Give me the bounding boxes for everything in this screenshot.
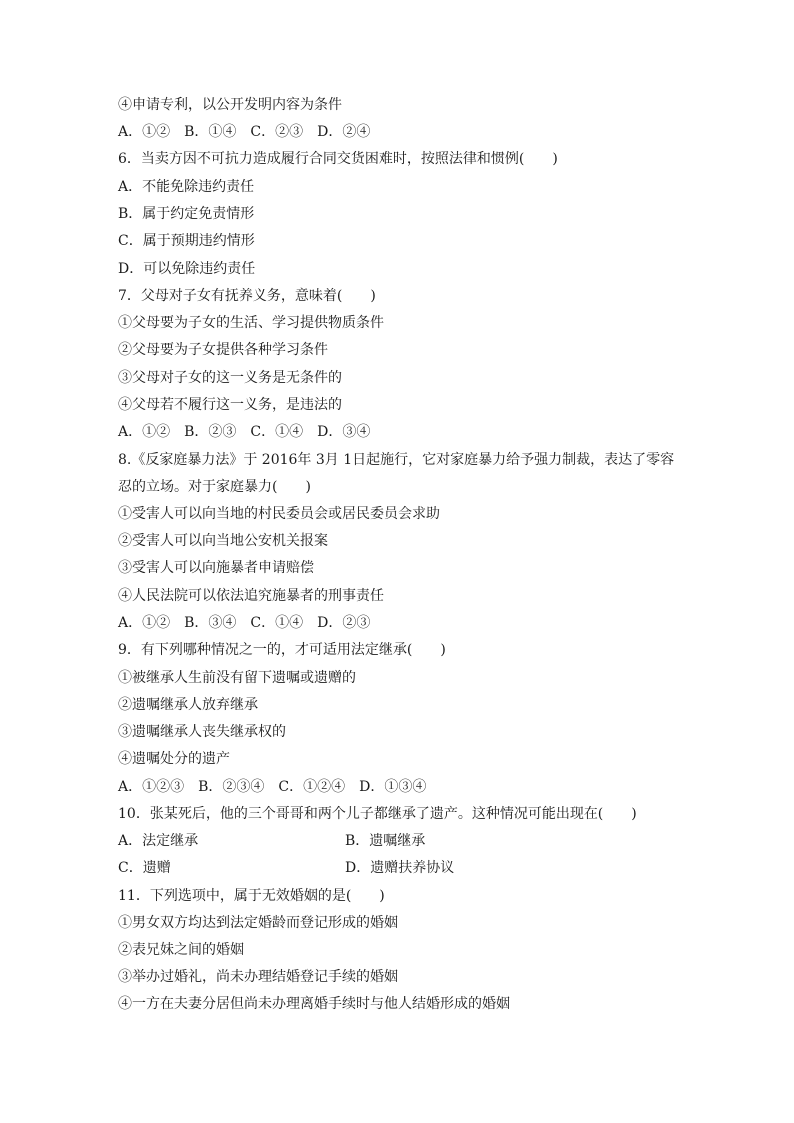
question-10: 10．张某死后，他的三个哥哥和两个儿子都继承了遗产。这种情况可能出现在( )	[118, 806, 637, 822]
question-7: 7．父母对子女有抚养义务，意味着( )	[118, 288, 376, 304]
question-6: 6．当卖方因不可抗力造成履行合同交货困难时，按照法律和惯例( )	[118, 151, 558, 167]
answer-choice-c: C．遗赠	[118, 860, 171, 876]
option-item: ③父母对子女的这一义务是无条件的	[118, 370, 342, 386]
question-8-continued: 忍的立场。对于家庭暴力( )	[118, 479, 311, 495]
answer-choice: A．不能免除违约责任	[118, 179, 255, 195]
answer-choice-b: B．遗嘱继承	[345, 833, 426, 849]
question-11: 11．下列选项中，属于无效婚姻的是( )	[118, 888, 385, 904]
option-item: ④父母若不履行这一义务，是违法的	[118, 397, 342, 413]
option-item: ①被继承人生前没有留下遗嘱或遗赠的	[118, 670, 356, 686]
option-item: ③受害人可以向施暴者申请赔偿	[118, 560, 314, 576]
option-item: ③遗嘱继承人丧失继承权的	[118, 724, 286, 740]
question-9: 9．有下列哪种情况之一的，才可适用法定继承( )	[118, 642, 446, 658]
answer-choices: A．①② B．③④ C．①④ D．②③	[118, 615, 371, 631]
option-item: ④遗嘱处分的遗产	[118, 751, 230, 767]
answer-choice-d: D．遗赠扶养协议	[345, 860, 455, 876]
option-item: ②遗嘱继承人放弃继承	[118, 697, 258, 713]
option-item: ②父母要为子女提供各种学习条件	[118, 342, 328, 358]
answer-choices: A．①②③ B．②③④ C．①②④ D．①③④	[118, 779, 427, 795]
option-item: ①男女双方均达到法定婚龄而登记形成的婚姻	[118, 915, 398, 931]
option-item: ④一方在夫妻分居但尚未办理离婚手续时与他人结婚形成的婚姻	[118, 996, 510, 1012]
option-item: ①受害人可以向当地的村民委员会或居民委员会求助	[118, 506, 440, 522]
question-8: 8.《反家庭暴力法》于 2016年 3月 1日起施行，它对家庭暴力给予强力制裁，表达了零容	[118, 452, 675, 468]
answer-choices: A．①② B．①④ C．②③ D．②④	[118, 124, 371, 140]
option-item: ③举办过婚礼，尚未办理结婚登记手续的婚姻	[118, 969, 398, 985]
option-item: ④申请专利，以公开发明内容为条件	[118, 97, 342, 113]
option-item: ④人民法院可以依法追究施暴者的刑事责任	[118, 588, 384, 604]
option-item: ②受害人可以向当地公安机关报案	[118, 533, 328, 549]
answer-choices: A．①② B．②③ C．①④ D．③④	[118, 424, 371, 440]
option-item: ①父母要为子女的生活、学习提供物质条件	[118, 315, 384, 331]
answer-choice-a: A．法定继承	[118, 833, 199, 849]
option-item: ②表兄妹之间的婚姻	[118, 942, 244, 958]
answer-choice: C．属于预期违约情形	[118, 233, 255, 249]
answer-choice: B．属于约定免责情形	[118, 206, 255, 222]
answer-choice: D．可以免除违约责任	[118, 261, 256, 277]
